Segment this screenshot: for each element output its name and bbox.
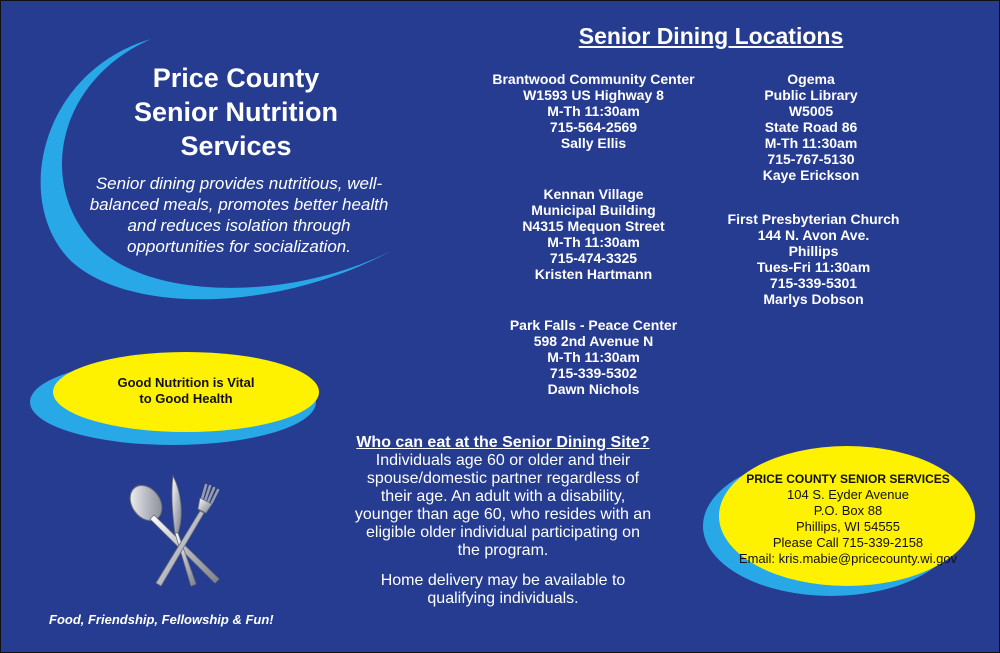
location-phone: 715-474-3325: [549, 250, 638, 266]
vital-line-2: to Good Health: [139, 391, 233, 406]
eligibility-line-3: their age. An adult with a disability,: [380, 488, 626, 505]
title-line-1: Price County: [152, 63, 320, 93]
contact-organization: PRICE COUNTY SENIOR SERVICES: [746, 472, 950, 486]
location-phone: 715-564-2569: [549, 119, 638, 135]
eligibility-heading: Who can eat at the Senior Dining Site?: [356, 434, 650, 451]
location-phone: 715-767-5130: [767, 151, 855, 167]
eligibility-section: [333, 434, 673, 608]
delivery-line-1: Home delivery may be available to: [380, 572, 626, 589]
location-name-2: Municipal Building: [531, 202, 656, 218]
eligibility-line-6: the program.: [457, 542, 549, 559]
location-hours: M-Th 11:30am: [547, 103, 640, 119]
location-contact: Sally Ellis: [560, 135, 627, 151]
location-name: Ogema: [787, 71, 835, 87]
location-address: W5005: [788, 103, 834, 119]
location-address: N4315 Mequon Street: [522, 218, 665, 234]
title-line-3: Services: [180, 131, 292, 161]
location-contact: Marlys Dobson: [763, 291, 864, 307]
location-name: Kennan Village: [543, 186, 644, 202]
location-contact: Kaye Erickson: [762, 167, 860, 183]
location-address: 598 2nd Avenue N: [533, 333, 654, 349]
location-kennan: [471, 186, 716, 282]
cutlery-icon: [116, 471, 236, 591]
location-hours: Tues-Fri 11:30am: [756, 259, 871, 275]
eligibility-line-5: eligible older individual participating on: [366, 524, 640, 541]
location-hours: M-Th 11:30am: [547, 234, 640, 250]
location-first-presbyterian: [716, 211, 911, 307]
contact-phone: Please Call 715-339-2158: [772, 535, 924, 550]
location-hours: M-Th 11:30am: [547, 349, 640, 365]
location-contact: Kristen Hartmann: [534, 266, 653, 282]
page-title: [96, 61, 376, 163]
contact-city: Phillips, WI 54555: [795, 519, 901, 534]
location-hours: M-Th 11:30am: [764, 135, 858, 151]
location-brantwood: [471, 71, 716, 151]
locations-heading: Senior Dining Locations: [578, 23, 844, 49]
location-phone: 715-339-5301: [769, 275, 858, 291]
location-address: 144 N. Avon Ave.: [757, 227, 870, 243]
location-city: Phillips: [788, 243, 839, 259]
eligibility-line-2: spouse/domestic partner regardless of: [366, 470, 640, 487]
vital-message: [96, 375, 276, 407]
location-name: First Presbyterian Church: [727, 211, 900, 227]
eligibility-line-4: younger than age 60, who resides with an: [354, 506, 652, 523]
location-name: Park Falls - Peace Center: [509, 317, 678, 333]
contact-email: Email: kris.mabie@pricecounty.wi.gov: [738, 551, 958, 566]
location-address: W1593 US Highway 8: [523, 87, 664, 103]
contact-info: [723, 471, 973, 567]
location-phone: 715-339-5302: [549, 365, 638, 381]
home-delivery-note: [333, 572, 673, 608]
eligibility-line-1: Individuals age 60 or older and their: [375, 452, 631, 469]
location-name-2: Public Library: [764, 87, 858, 103]
location-ogema: [731, 71, 891, 183]
tagline: Food, Friendship, Fellowship & Fun!: [49, 612, 274, 627]
location-contact: Dawn Nichols: [547, 381, 640, 397]
location-address-2: State Road 86: [764, 119, 858, 135]
vital-line-1: Good Nutrition is Vital: [117, 375, 255, 390]
location-park-falls: [471, 317, 716, 397]
location-name: Brantwood Community Center: [492, 71, 695, 87]
intro-description: Senior dining provides nutritious, well-balanced meals, promotes better health and reduces isolation through opportunities for socialization.: [89, 174, 389, 256]
contact-address-2: P.O. Box 88: [813, 503, 883, 518]
delivery-line-2: qualifying individuals.: [427, 590, 579, 607]
title-line-2: Senior Nutrition: [134, 97, 338, 127]
contact-address-1: 104 S. Eyder Avenue: [787, 487, 909, 502]
